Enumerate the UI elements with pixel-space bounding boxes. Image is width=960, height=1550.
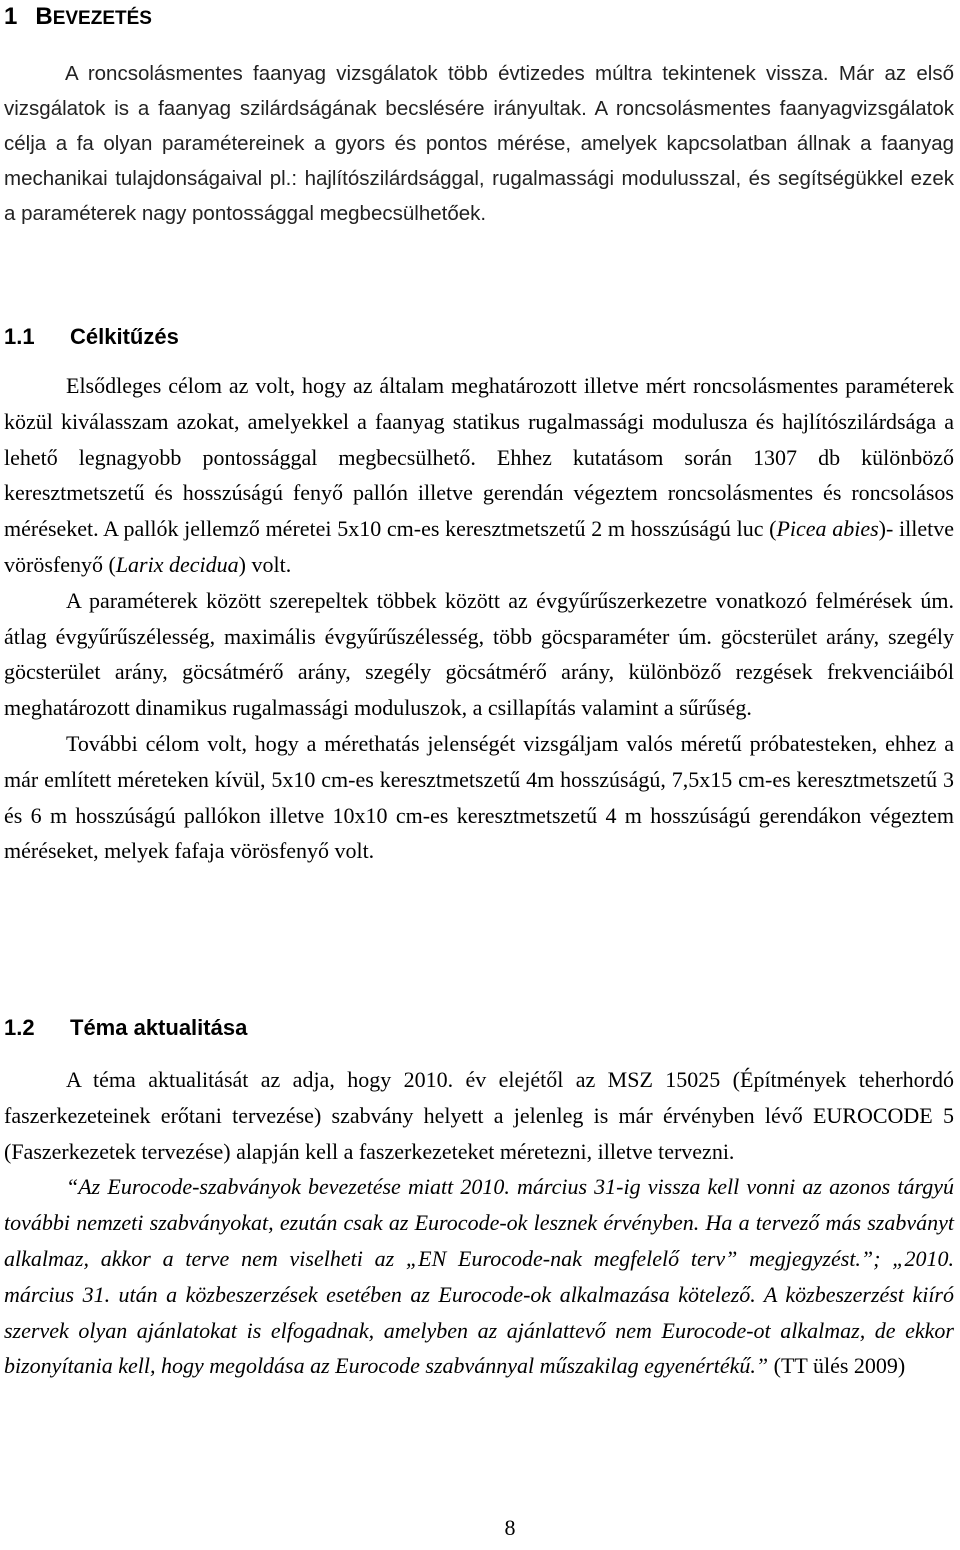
intro-paragraph <box>4 56 954 231</box>
quote-citation: (TT ülés 2009) <box>768 1353 906 1379</box>
relevance-paragraph: A téma aktualitását az adja, hogy 2010. év elejétől az MSZ 15025 (Építmények teherhordó faszerkezeteinek erőtani tervezése) szabvány helyett a jelenleg is már érvényben lévő EUROCODE 5 (Faszerkezetek tervezése) alapján kell a faszerkezeteket méretezni, illetve tervezni. <box>4 1067 954 1164</box>
page-number: 8 <box>504 1515 516 1540</box>
objective-paragraph-1 <box>4 368 954 583</box>
regulation-quote <box>4 1169 954 1384</box>
objective-text-c: ) volt. <box>238 551 292 577</box>
section-1-1-body <box>4 368 954 869</box>
objective-text-b: )- illetve vörösfenyő ( <box>4 516 954 577</box>
quote-text: “Az Eurocode-szabványok bevezetése miatt 2010. március 31-ig vissza kell vonni az azonos tárgyú további nemzeti szabványokat, ezután csak az Eurocode-ok lesznek érvényben. Ha a tervező más szabványt alkalmaz, akkor a terve nem viselheti az „EN Eurocode-nak megfelelő terv” megjegyzést.”; „2010. március 31. után a közbeszerzések esetében az Eurocode-ok alkalmazása kötelező. A közbeszerzést kiíró szervek olyan ajánlatokat is elfogadnak, amelyben az ajánlattevő nem Eurocode-ot alkalmaz, de ekkor bizonyítania kell, hogy megoldása az Eurocode szabvánnyal műszakilag egyenértékű.” <box>4 1174 954 1379</box>
section-heading-1-1 <box>4 322 179 352</box>
section-heading-1-2 <box>4 1013 247 1043</box>
objective-paragraph-3: További célom volt, hogy a mérethatás jelenségét vizsgáljam valós méretű próbatesteken, ehhez a már említett méreteken kívül, 5x10 cm-es keresztmetszetű 4m hosszúságú, 7,5x15 cm-es keresztmetszetű 3 és 6 m hosszúságú pallókon illetve 10x10 cm-es keresztmetszetű 4 m hosszúságú gerendákon végeztem méréseket, melyek fafaja vörösfenyő volt. <box>4 730 954 864</box>
chapter-heading <box>4 2 152 34</box>
section-1-2-body <box>4 1062 954 1384</box>
objective-paragraph-2: A paraméterek között szerepeltek többek között az évgyűrűszerkezetre vonatkozó felmérések úm. átlag évgyűrűszélesség, maximális évgyűrűszélesség, több göcsparaméter úm. göcsterület arány, szegély göcsterület arány, göcsátmérő arány, szegély göcsátmérő arány, különböző rezgések frekvenciáiból meghatározott dinamikus rugalmassági moduluszok, a csillapítás valamint a sűrűség. <box>4 587 954 721</box>
species-name-2: Larix decidua <box>115 551 239 577</box>
section-title: Téma aktualitása <box>70 1015 248 1040</box>
section-number: 1.1 <box>4 324 35 349</box>
chapter-title-rest: EVEZETÉS <box>52 8 152 29</box>
section-number: 1.2 <box>4 1015 35 1040</box>
intro-text: A roncsolásmentes faanyag vizsgálatok több évtizedes múltra tekintenek vissza. Már az első vizsgálatok is a faanyag szilárdságának becslésére irányultak. A roncsolásmentes faanyagvizsgálatok célja a fa olyan paramétereinek a gyors és pontos mérése, amelyek kapcsolatban állnak a faanyag mechanikai tulajdonságaival pl.: hajlítószilárdsággal, rugalmassági modulusszal, és segítségükkel ezek a paraméterek nagy pontossággal megbecsülhetőek. <box>4 62 954 225</box>
species-name-1: Picea abies <box>776 516 879 542</box>
section-title: Célkitűzés <box>70 324 179 349</box>
chapter-number: 1 <box>4 3 18 30</box>
chapter-title-initial: B <box>35 3 53 30</box>
objective-text-a: Elsődleges célom az volt, hogy az általam meghatározott illetve mért roncsolásmentes paraméterek közül kiválasszam azokat, amelyekkel a faanyag statikus rugalmassági modulusza és hajlítószilárdsága a lehető legnagyobb pontossággal megbecsülhető. Ehhez kutatásom során 1307 db különböző keresztmetszetű és hosszúságú fenyő pallón illetve gerendán végeztem roncsolásmentes és roncsolásos méréseket. A pallók jellemző méretei 5x10 cm-es keresztmetszetű 2 m hosszúságú luc ( <box>4 373 954 542</box>
